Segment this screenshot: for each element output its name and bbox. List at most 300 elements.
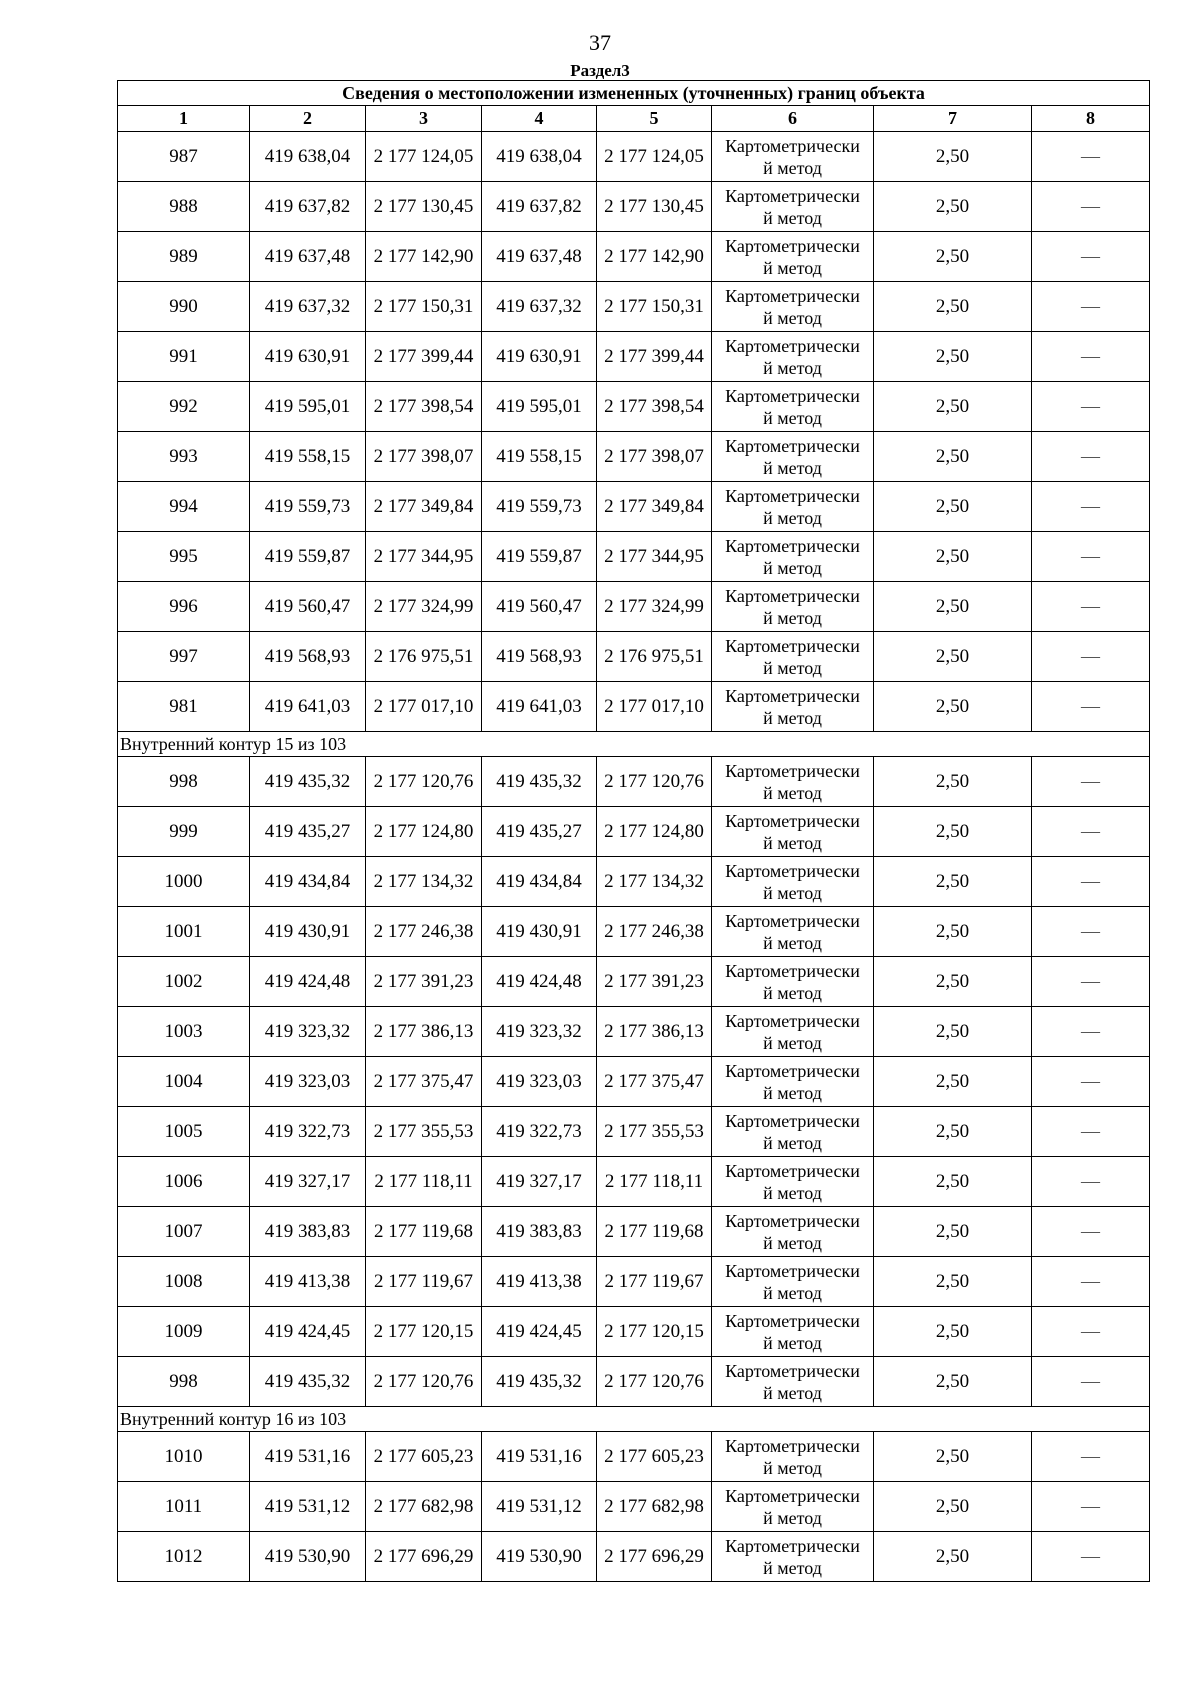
- precision-cell: 2,50: [874, 1432, 1032, 1482]
- x-coordinate-cell: 419 323,32: [250, 1007, 366, 1057]
- precision-cell: 2,50: [874, 432, 1032, 482]
- description-cell: —: [1032, 1432, 1150, 1482]
- precision-cell: 2,50: [874, 807, 1032, 857]
- table-row: [118, 532, 1150, 582]
- x-coordinate-new-cell: 419 435,32: [482, 757, 597, 807]
- method-cell: [712, 382, 874, 432]
- y-coordinate-new-cell: 2 177 142,90: [597, 232, 712, 282]
- description-cell: —: [1032, 582, 1150, 632]
- x-coordinate-new-cell: 419 558,15: [482, 432, 597, 482]
- precision-cell: 2,50: [874, 532, 1032, 582]
- x-coordinate-new-cell: 419 637,32: [482, 282, 597, 332]
- y-coordinate-new-cell: 2 177 118,11: [597, 1157, 712, 1207]
- x-coordinate-cell: 419 595,01: [250, 382, 366, 432]
- method-text-line2: й метод: [763, 782, 822, 803]
- table-row: [118, 682, 1150, 732]
- method-text-line2: й метод: [763, 1457, 822, 1478]
- method-cell: [712, 807, 874, 857]
- y-coordinate-cell: 2 177 398,54: [366, 382, 482, 432]
- method-cell: [712, 1532, 874, 1582]
- point-number-cell: 1003: [118, 1007, 250, 1057]
- table-row: [118, 382, 1150, 432]
- table-row: [118, 857, 1150, 907]
- x-coordinate-cell: 419 530,90: [250, 1532, 366, 1582]
- y-coordinate-cell: 2 177 696,29: [366, 1532, 482, 1582]
- description-cell: —: [1032, 1482, 1150, 1532]
- description-cell: —: [1032, 632, 1150, 682]
- method-text-line1: Картометрически: [725, 1435, 860, 1456]
- x-coordinate-cell: 419 568,93: [250, 632, 366, 682]
- x-coordinate-cell: 419 413,38: [250, 1257, 366, 1307]
- table-row: [118, 1007, 1150, 1057]
- method-text-line2: й метод: [763, 1132, 822, 1153]
- method-text-line2: й метод: [763, 1332, 822, 1353]
- method-cell: [712, 757, 874, 807]
- x-coordinate-cell: 419 637,32: [250, 282, 366, 332]
- table-row: [118, 1057, 1150, 1107]
- description-cell: —: [1032, 282, 1150, 332]
- x-coordinate-cell: 419 559,73: [250, 482, 366, 532]
- table-row: [118, 1107, 1150, 1157]
- y-coordinate-new-cell: 2 177 120,15: [597, 1307, 712, 1357]
- point-number-cell: 991: [118, 332, 250, 382]
- method-cell: [712, 282, 874, 332]
- method-text-line1: Картометрически: [725, 910, 860, 931]
- x-coordinate-new-cell: 419 568,93: [482, 632, 597, 682]
- method-text-line2: й метод: [763, 457, 822, 478]
- precision-cell: 2,50: [874, 1257, 1032, 1307]
- y-coordinate-new-cell: 2 177 119,68: [597, 1207, 712, 1257]
- y-coordinate-cell: 2 177 398,07: [366, 432, 482, 482]
- precision-cell: 2,50: [874, 907, 1032, 957]
- table-row: [118, 582, 1150, 632]
- table-row: [118, 1532, 1150, 1582]
- method-cell: [712, 332, 874, 382]
- description-cell: —: [1032, 1257, 1150, 1307]
- method-text-line2: й метод: [763, 1032, 822, 1053]
- precision-cell: 2,50: [874, 1482, 1032, 1532]
- y-coordinate-new-cell: 2 177 134,32: [597, 857, 712, 907]
- point-number-cell: 999: [118, 807, 250, 857]
- method-text-line1: Картометрически: [725, 1535, 860, 1556]
- point-number-cell: 1012: [118, 1532, 250, 1582]
- precision-cell: 2,50: [874, 282, 1032, 332]
- y-coordinate-new-cell: 2 176 975,51: [597, 632, 712, 682]
- column-number-6: 6: [712, 106, 874, 132]
- method-text-line2: й метод: [763, 832, 822, 853]
- method-text-line1: Картометрически: [725, 810, 860, 831]
- page-number: 37: [589, 30, 611, 55]
- precision-cell: 2,50: [874, 232, 1032, 282]
- y-coordinate-new-cell: 2 177 682,98: [597, 1482, 712, 1532]
- method-text-line2: й метод: [763, 882, 822, 903]
- method-text-line1: Картометрически: [725, 1160, 860, 1181]
- x-coordinate-new-cell: 419 434,84: [482, 857, 597, 907]
- column-number-4: 4: [482, 106, 597, 132]
- description-cell: —: [1032, 1532, 1150, 1582]
- x-coordinate-cell: 419 323,03: [250, 1057, 366, 1107]
- x-coordinate-new-cell: 419 327,17: [482, 1157, 597, 1207]
- x-coordinate-new-cell: 419 530,90: [482, 1532, 597, 1582]
- method-text-line1: Картометрически: [725, 185, 860, 206]
- description-cell: —: [1032, 1357, 1150, 1407]
- point-number-cell: 1001: [118, 907, 250, 957]
- description-cell: —: [1032, 857, 1150, 907]
- y-coordinate-new-cell: 2 177 696,29: [597, 1532, 712, 1582]
- method-text-line2: й метод: [763, 207, 822, 228]
- method-cell: [712, 1307, 874, 1357]
- method-cell: [712, 1207, 874, 1257]
- method-cell: [712, 482, 874, 532]
- method-text-line1: Картометрически: [725, 485, 860, 506]
- point-number-cell: 1010: [118, 1432, 250, 1482]
- table-row: [118, 757, 1150, 807]
- y-coordinate-cell: 2 177 399,44: [366, 332, 482, 382]
- description-cell: —: [1032, 232, 1150, 282]
- column-number-1: 1: [118, 106, 250, 132]
- table-row: [118, 1157, 1150, 1207]
- x-coordinate-new-cell: 419 531,12: [482, 1482, 597, 1532]
- description-cell: —: [1032, 807, 1150, 857]
- y-coordinate-cell: 2 177 120,15: [366, 1307, 482, 1357]
- method-cell: [712, 1482, 874, 1532]
- method-cell: [712, 957, 874, 1007]
- description-cell: —: [1032, 1207, 1150, 1257]
- precision-cell: 2,50: [874, 332, 1032, 382]
- method-text-line2: й метод: [763, 1182, 822, 1203]
- column-number-2: 2: [250, 106, 366, 132]
- method-cell: [712, 1257, 874, 1307]
- precision-cell: 2,50: [874, 1207, 1032, 1257]
- table-row: [118, 482, 1150, 532]
- y-coordinate-new-cell: 2 177 398,54: [597, 382, 712, 432]
- y-coordinate-new-cell: 2 177 605,23: [597, 1432, 712, 1482]
- point-number-cell: 1005: [118, 1107, 250, 1157]
- method-cell: [712, 432, 874, 482]
- method-cell: [712, 232, 874, 282]
- x-coordinate-new-cell: 419 435,32: [482, 1357, 597, 1407]
- y-coordinate-new-cell: 2 177 375,47: [597, 1057, 712, 1107]
- x-coordinate-cell: 419 434,84: [250, 857, 366, 907]
- method-cell: [712, 132, 874, 182]
- y-coordinate-new-cell: 2 177 124,80: [597, 807, 712, 857]
- contour-header-row: [118, 1407, 1150, 1432]
- section-title: Раздел3: [570, 61, 630, 80]
- method-text-line2: й метод: [763, 307, 822, 328]
- x-coordinate-cell: 419 435,32: [250, 1357, 366, 1407]
- method-text-line1: Картометрически: [725, 385, 860, 406]
- column-number-7: 7: [874, 106, 1032, 132]
- contour-label: Внутренний контур 16 из 103: [118, 1407, 1150, 1432]
- table-row: [118, 1482, 1150, 1532]
- point-number-cell: 1011: [118, 1482, 250, 1532]
- precision-cell: 2,50: [874, 857, 1032, 907]
- y-coordinate-new-cell: 2 177 344,95: [597, 532, 712, 582]
- method-text-line1: Картометрически: [725, 1485, 860, 1506]
- point-number-cell: 994: [118, 482, 250, 532]
- method-text-line1: Картометрически: [725, 535, 860, 556]
- y-coordinate-cell: 2 177 120,76: [366, 1357, 482, 1407]
- x-coordinate-cell: 419 327,17: [250, 1157, 366, 1207]
- y-coordinate-new-cell: 2 177 130,45: [597, 182, 712, 232]
- description-cell: —: [1032, 1157, 1150, 1207]
- point-number-cell: 992: [118, 382, 250, 432]
- method-cell: [712, 1057, 874, 1107]
- x-coordinate-cell: 419 638,04: [250, 132, 366, 182]
- method-text-line1: Картометрически: [725, 585, 860, 606]
- table-row: [118, 632, 1150, 682]
- y-coordinate-cell: 2 177 375,47: [366, 1057, 482, 1107]
- precision-cell: 2,50: [874, 1057, 1032, 1107]
- method-text-line1: Картометрически: [725, 235, 860, 256]
- point-number-cell: 1006: [118, 1157, 250, 1207]
- point-number-cell: 1002: [118, 957, 250, 1007]
- method-text-line2: й метод: [763, 407, 822, 428]
- method-text-line1: Картометрически: [725, 335, 860, 356]
- point-number-cell: 1004: [118, 1057, 250, 1107]
- table-row: [118, 282, 1150, 332]
- y-coordinate-new-cell: 2 177 150,31: [597, 282, 712, 332]
- x-coordinate-cell: 419 383,83: [250, 1207, 366, 1257]
- point-number-cell: 998: [118, 757, 250, 807]
- point-number-cell: 981: [118, 682, 250, 732]
- x-coordinate-new-cell: 419 641,03: [482, 682, 597, 732]
- description-cell: —: [1032, 1057, 1150, 1107]
- y-coordinate-new-cell: 2 177 324,99: [597, 582, 712, 632]
- method-text-line1: Картометрически: [725, 1210, 860, 1231]
- method-text-line1: Картометрически: [725, 1110, 860, 1131]
- point-number-cell: 993: [118, 432, 250, 482]
- method-cell: [712, 1432, 874, 1482]
- x-coordinate-cell: 419 637,82: [250, 182, 366, 232]
- precision-cell: 2,50: [874, 132, 1032, 182]
- x-coordinate-cell: 419 424,48: [250, 957, 366, 1007]
- precision-cell: 2,50: [874, 682, 1032, 732]
- x-coordinate-cell: 419 560,47: [250, 582, 366, 632]
- x-coordinate-new-cell: 419 638,04: [482, 132, 597, 182]
- y-coordinate-cell: 2 177 355,53: [366, 1107, 482, 1157]
- method-text-line1: Картометрически: [725, 960, 860, 981]
- table-row: [118, 232, 1150, 282]
- table-row: [118, 1307, 1150, 1357]
- method-text-line1: Картометрически: [725, 1310, 860, 1331]
- x-coordinate-cell: 419 435,32: [250, 757, 366, 807]
- y-coordinate-new-cell: 2 177 349,84: [597, 482, 712, 532]
- precision-cell: 2,50: [874, 1157, 1032, 1207]
- point-number-cell: 1000: [118, 857, 250, 907]
- y-coordinate-cell: 2 177 246,38: [366, 907, 482, 957]
- method-text-line1: Картометрически: [725, 435, 860, 456]
- x-coordinate-new-cell: 419 595,01: [482, 382, 597, 432]
- y-coordinate-new-cell: 2 177 119,67: [597, 1257, 712, 1307]
- precision-cell: 2,50: [874, 382, 1032, 432]
- x-coordinate-cell: 419 559,87: [250, 532, 366, 582]
- description-cell: —: [1032, 757, 1150, 807]
- method-cell: [712, 907, 874, 957]
- x-coordinate-cell: 419 531,12: [250, 1482, 366, 1532]
- description-cell: —: [1032, 332, 1150, 382]
- method-cell: [712, 1157, 874, 1207]
- method-cell: [712, 182, 874, 232]
- y-coordinate-cell: 2 177 142,90: [366, 232, 482, 282]
- table-row: [118, 807, 1150, 857]
- y-coordinate-cell: 2 177 134,32: [366, 857, 482, 907]
- y-coordinate-cell: 2 177 119,68: [366, 1207, 482, 1257]
- x-coordinate-new-cell: 419 383,83: [482, 1207, 597, 1257]
- description-cell: —: [1032, 682, 1150, 732]
- point-number-cell: 990: [118, 282, 250, 332]
- table-row: [118, 332, 1150, 382]
- column-number-5: 5: [597, 106, 712, 132]
- column-number-row: [118, 106, 1150, 132]
- description-cell: —: [1032, 132, 1150, 182]
- method-text-line1: Картометрически: [725, 285, 860, 306]
- y-coordinate-cell: 2 177 118,11: [366, 1157, 482, 1207]
- y-coordinate-cell: 2 177 605,23: [366, 1432, 482, 1482]
- x-coordinate-cell: 419 641,03: [250, 682, 366, 732]
- y-coordinate-cell: 2 177 124,80: [366, 807, 482, 857]
- x-coordinate-cell: 419 435,27: [250, 807, 366, 857]
- point-number-cell: 989: [118, 232, 250, 282]
- table-body: [118, 132, 1150, 1582]
- method-text-line2: й метод: [763, 1382, 822, 1403]
- precision-cell: 2,50: [874, 482, 1032, 532]
- point-number-cell: 996: [118, 582, 250, 632]
- y-coordinate-new-cell: 2 177 246,38: [597, 907, 712, 957]
- table-row: [118, 1257, 1150, 1307]
- x-coordinate-cell: 419 558,15: [250, 432, 366, 482]
- y-coordinate-cell: 2 176 975,51: [366, 632, 482, 682]
- method-text-line1: Картометрически: [725, 635, 860, 656]
- x-coordinate-new-cell: 419 430,91: [482, 907, 597, 957]
- precision-cell: 2,50: [874, 1107, 1032, 1157]
- x-coordinate-new-cell: 419 560,47: [482, 582, 597, 632]
- y-coordinate-cell: 2 177 150,31: [366, 282, 482, 332]
- method-text-line2: й метод: [763, 157, 822, 178]
- table-row: [118, 1207, 1150, 1257]
- method-text-line2: й метод: [763, 1082, 822, 1103]
- method-text-line2: й метод: [763, 1282, 822, 1303]
- method-text-line2: й метод: [763, 357, 822, 378]
- method-text-line2: й метод: [763, 707, 822, 728]
- x-coordinate-new-cell: 419 559,87: [482, 532, 597, 582]
- point-number-cell: 997: [118, 632, 250, 682]
- y-coordinate-new-cell: 2 177 124,05: [597, 132, 712, 182]
- precision-cell: 2,50: [874, 1307, 1032, 1357]
- x-coordinate-cell: 419 424,45: [250, 1307, 366, 1357]
- description-cell: —: [1032, 1007, 1150, 1057]
- point-number-cell: 1009: [118, 1307, 250, 1357]
- method-text-line1: Картометрически: [725, 1060, 860, 1081]
- description-cell: —: [1032, 957, 1150, 1007]
- y-coordinate-new-cell: 2 177 398,07: [597, 432, 712, 482]
- y-coordinate-cell: 2 177 130,45: [366, 182, 482, 232]
- x-coordinate-cell: 419 531,16: [250, 1432, 366, 1482]
- method-text-line1: Картометрически: [725, 1010, 860, 1031]
- table-row: [118, 132, 1150, 182]
- x-coordinate-new-cell: 419 424,48: [482, 957, 597, 1007]
- y-coordinate-new-cell: 2 177 017,10: [597, 682, 712, 732]
- method-text-line2: й метод: [763, 557, 822, 578]
- method-text-line2: й метод: [763, 607, 822, 628]
- x-coordinate-cell: 419 630,91: [250, 332, 366, 382]
- table-row: [118, 1357, 1150, 1407]
- x-coordinate-new-cell: 419 630,91: [482, 332, 597, 382]
- method-cell: [712, 582, 874, 632]
- description-cell: —: [1032, 1307, 1150, 1357]
- x-coordinate-new-cell: 419 637,82: [482, 182, 597, 232]
- x-coordinate-cell: 419 430,91: [250, 907, 366, 957]
- point-number-cell: 998: [118, 1357, 250, 1407]
- x-coordinate-cell: 419 322,73: [250, 1107, 366, 1157]
- method-cell: [712, 532, 874, 582]
- contour-header-row: [118, 732, 1150, 757]
- method-text-line1: Картометрически: [725, 1260, 860, 1281]
- y-coordinate-cell: 2 177 119,67: [366, 1257, 482, 1307]
- method-text-line2: й метод: [763, 932, 822, 953]
- method-text-line2: й метод: [763, 1232, 822, 1253]
- method-cell: [712, 1007, 874, 1057]
- x-coordinate-new-cell: 419 424,45: [482, 1307, 597, 1357]
- table-row: [118, 182, 1150, 232]
- method-cell: [712, 857, 874, 907]
- table-row: [118, 432, 1150, 482]
- y-coordinate-cell: 2 177 124,05: [366, 132, 482, 182]
- x-coordinate-new-cell: 419 637,48: [482, 232, 597, 282]
- x-coordinate-cell: 419 637,48: [250, 232, 366, 282]
- y-coordinate-cell: 2 177 682,98: [366, 1482, 482, 1532]
- precision-cell: 2,50: [874, 632, 1032, 682]
- x-coordinate-new-cell: 419 323,03: [482, 1057, 597, 1107]
- method-cell: [712, 1357, 874, 1407]
- precision-cell: 2,50: [874, 182, 1032, 232]
- precision-cell: 2,50: [874, 757, 1032, 807]
- y-coordinate-cell: 2 177 344,95: [366, 532, 482, 582]
- x-coordinate-new-cell: 419 323,32: [482, 1007, 597, 1057]
- x-coordinate-new-cell: 419 413,38: [482, 1257, 597, 1307]
- method-text-line1: Картометрически: [725, 860, 860, 881]
- table-row: [118, 1432, 1150, 1482]
- method-text-line1: Картометрически: [725, 135, 860, 156]
- method-text-line1: Картометрически: [725, 685, 860, 706]
- x-coordinate-new-cell: 419 322,73: [482, 1107, 597, 1157]
- method-cell: [712, 1107, 874, 1157]
- point-number-cell: 995: [118, 532, 250, 582]
- y-coordinate-new-cell: 2 177 120,76: [597, 757, 712, 807]
- description-cell: —: [1032, 1107, 1150, 1157]
- y-coordinate-new-cell: 2 177 120,76: [597, 1357, 712, 1407]
- table-row: [118, 907, 1150, 957]
- x-coordinate-new-cell: 419 435,27: [482, 807, 597, 857]
- method-text-line2: й метод: [763, 982, 822, 1003]
- y-coordinate-cell: 2 177 120,76: [366, 757, 482, 807]
- y-coordinate-new-cell: 2 177 399,44: [597, 332, 712, 382]
- contour-label: Внутренний контур 15 из 103: [118, 732, 1150, 757]
- method-cell: [712, 682, 874, 732]
- method-text-line2: й метод: [763, 507, 822, 528]
- table-caption: Сведения о местоположении измененных (уточненных) границ объекта: [118, 81, 1150, 106]
- description-cell: —: [1032, 382, 1150, 432]
- description-cell: —: [1032, 532, 1150, 582]
- y-coordinate-cell: 2 177 349,84: [366, 482, 482, 532]
- y-coordinate-cell: 2 177 391,23: [366, 957, 482, 1007]
- point-number-cell: 988: [118, 182, 250, 232]
- y-coordinate-cell: 2 177 017,10: [366, 682, 482, 732]
- precision-cell: 2,50: [874, 1357, 1032, 1407]
- y-coordinate-new-cell: 2 177 386,13: [597, 1007, 712, 1057]
- method-cell: [712, 632, 874, 682]
- y-coordinate-cell: 2 177 324,99: [366, 582, 482, 632]
